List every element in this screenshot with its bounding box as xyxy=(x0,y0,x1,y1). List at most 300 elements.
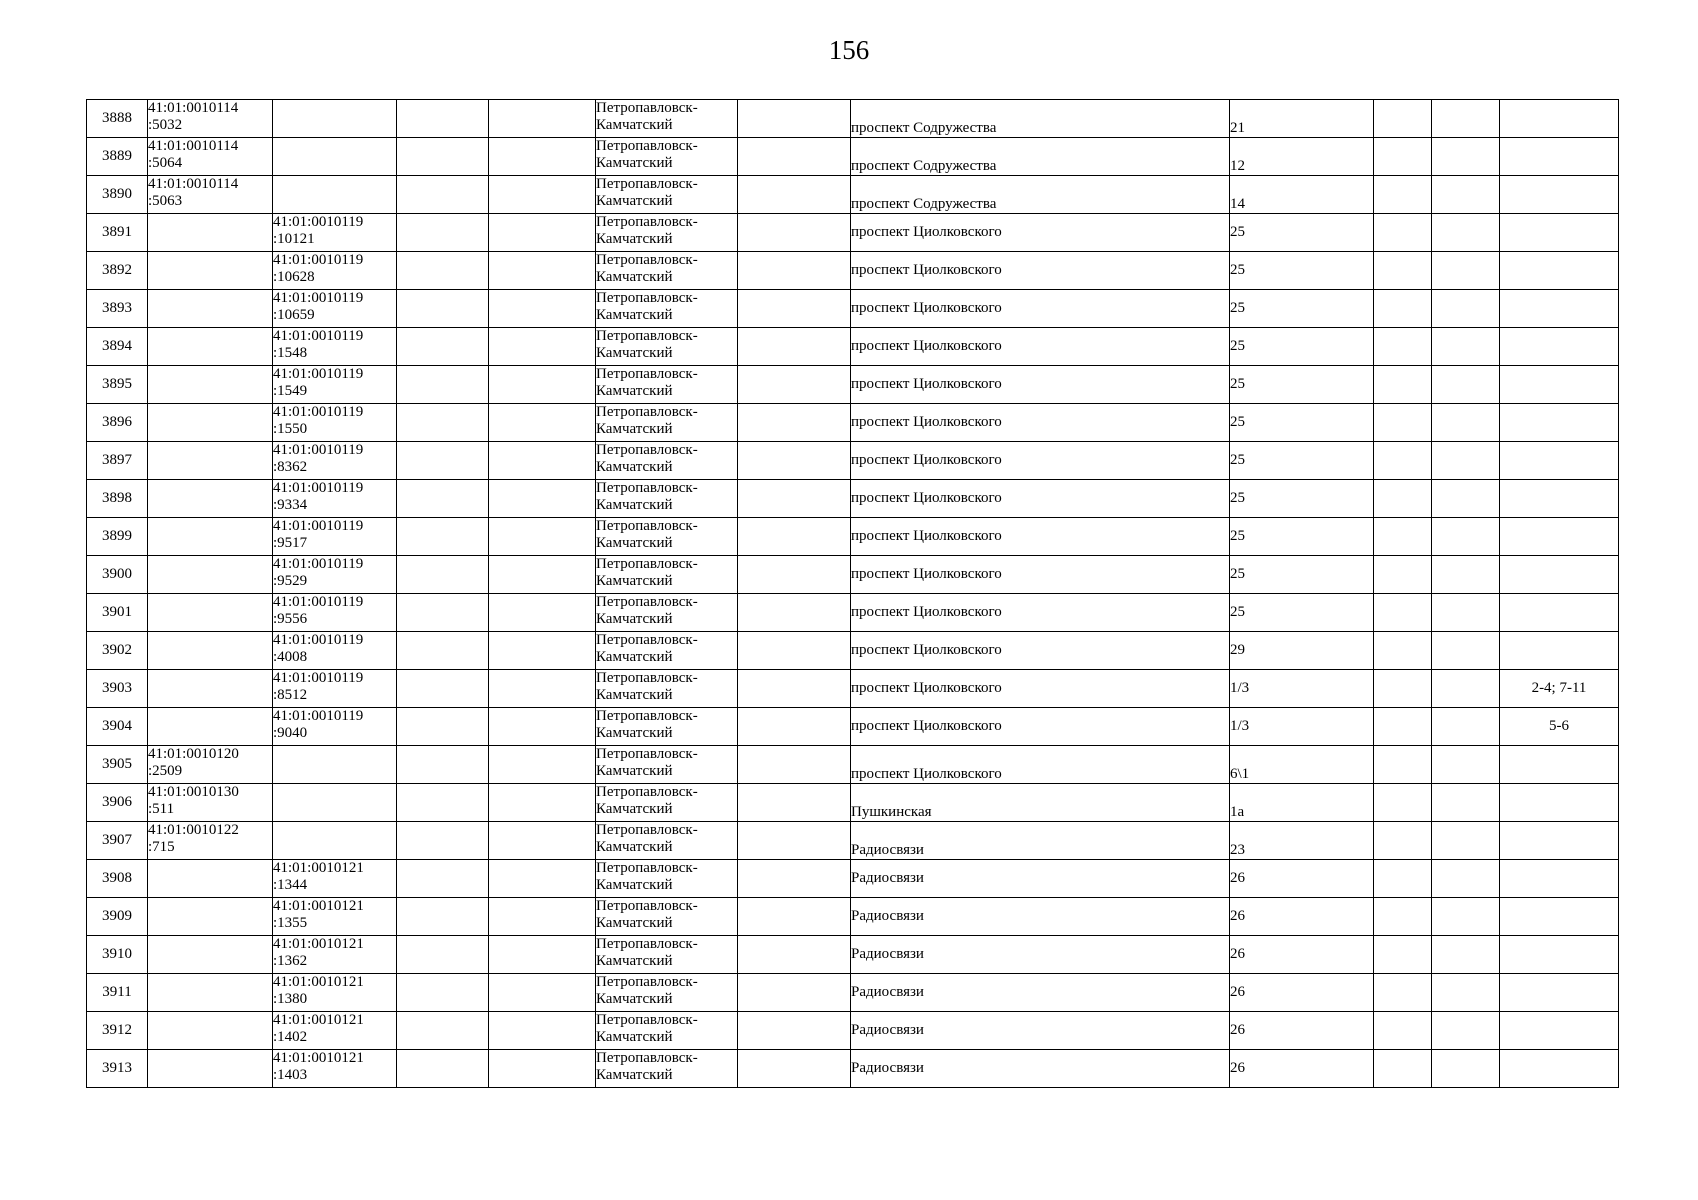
table-row xyxy=(87,328,1619,366)
empty-cell xyxy=(397,138,489,176)
empty-cell xyxy=(489,594,596,632)
row-number-cell: 3898 xyxy=(87,480,148,518)
rooms-cell xyxy=(1500,746,1619,784)
street-cell: Радиосвязи xyxy=(851,1050,1230,1088)
empty-cell xyxy=(489,1050,596,1088)
empty-cell xyxy=(489,746,596,784)
cadastral-room-cell: 41:01:0010121 :1355 xyxy=(273,898,397,936)
empty-cell xyxy=(397,518,489,556)
table-row xyxy=(87,632,1619,670)
row-number-cell: 3896 xyxy=(87,404,148,442)
table-row xyxy=(87,708,1619,746)
cadastral-building-cell: 41:01:0010120 :2509 xyxy=(148,746,273,784)
house-cell: 25 xyxy=(1230,404,1374,442)
city-cell: Петропавловск- Камчатский xyxy=(596,442,738,480)
empty-cell xyxy=(1432,594,1500,632)
empty-cell xyxy=(489,936,596,974)
empty-cell xyxy=(1374,290,1432,328)
table-row xyxy=(87,974,1619,1012)
house-cell: 25 xyxy=(1230,556,1374,594)
empty-cell xyxy=(489,290,596,328)
cadastral-building-cell xyxy=(148,898,273,936)
city-cell: Петропавловск- Камчатский xyxy=(596,822,738,860)
table-row xyxy=(87,898,1619,936)
rooms-cell xyxy=(1500,632,1619,670)
cadastral-room-cell: 41:01:0010121 :1344 xyxy=(273,860,397,898)
house-cell: 12 xyxy=(1230,138,1374,176)
empty-cell xyxy=(738,594,851,632)
empty-cell xyxy=(1432,822,1500,860)
table-row xyxy=(87,214,1619,252)
empty-cell xyxy=(489,138,596,176)
house-cell: 26 xyxy=(1230,1012,1374,1050)
table-row xyxy=(87,252,1619,290)
row-number-cell: 3905 xyxy=(87,746,148,784)
rooms-cell xyxy=(1500,138,1619,176)
empty-cell xyxy=(738,898,851,936)
house-cell: 25 xyxy=(1230,518,1374,556)
city-cell: Петропавловск- Камчатский xyxy=(596,214,738,252)
empty-cell xyxy=(489,632,596,670)
house-cell: 1а xyxy=(1230,784,1374,822)
cadastral-room-cell: 41:01:0010119 :8512 xyxy=(273,670,397,708)
house-cell: 1/3 xyxy=(1230,708,1374,746)
cadastral-building-cell xyxy=(148,670,273,708)
rooms-cell xyxy=(1500,974,1619,1012)
row-number-cell: 3900 xyxy=(87,556,148,594)
street-cell: проспект Циолковского xyxy=(851,214,1230,252)
house-cell: 6\1 xyxy=(1230,746,1374,784)
city-cell: Петропавловск- Камчатский xyxy=(596,1012,738,1050)
empty-cell xyxy=(738,252,851,290)
empty-cell xyxy=(1374,632,1432,670)
rooms-cell xyxy=(1500,328,1619,366)
city-cell: Петропавловск- Камчатский xyxy=(596,328,738,366)
rooms-cell xyxy=(1500,290,1619,328)
row-number-cell: 3907 xyxy=(87,822,148,860)
empty-cell xyxy=(1432,138,1500,176)
registry-table xyxy=(86,99,1619,1088)
table-row xyxy=(87,556,1619,594)
empty-cell xyxy=(397,632,489,670)
empty-cell xyxy=(1374,670,1432,708)
empty-cell xyxy=(738,936,851,974)
empty-cell xyxy=(1374,404,1432,442)
cadastral-room-cell xyxy=(273,100,397,138)
city-cell: Петропавловск- Камчатский xyxy=(596,138,738,176)
city-cell: Петропавловск- Камчатский xyxy=(596,518,738,556)
city-cell: Петропавловск- Камчатский xyxy=(596,480,738,518)
empty-cell xyxy=(1374,898,1432,936)
empty-cell xyxy=(738,670,851,708)
empty-cell xyxy=(397,822,489,860)
empty-cell xyxy=(397,936,489,974)
street-cell: Радиосвязи xyxy=(851,822,1230,860)
table-row xyxy=(87,138,1619,176)
street-cell: проспект Циолковского xyxy=(851,480,1230,518)
cadastral-building-cell xyxy=(148,480,273,518)
row-number-cell: 3904 xyxy=(87,708,148,746)
cadastral-room-cell: 41:01:0010119 :10659 xyxy=(273,290,397,328)
cadastral-building-cell xyxy=(148,860,273,898)
house-cell: 25 xyxy=(1230,594,1374,632)
city-cell: Петропавловск- Камчатский xyxy=(596,860,738,898)
house-cell: 26 xyxy=(1230,974,1374,1012)
table-row xyxy=(87,1050,1619,1088)
cadastral-building-cell xyxy=(148,1012,273,1050)
empty-cell xyxy=(489,214,596,252)
street-cell: проспект Циолковского xyxy=(851,404,1230,442)
house-cell: 25 xyxy=(1230,252,1374,290)
row-number-cell: 3891 xyxy=(87,214,148,252)
empty-cell xyxy=(489,366,596,404)
city-cell: Петропавловск- Камчатский xyxy=(596,746,738,784)
cadastral-building-cell: 41:01:0010122 :715 xyxy=(148,822,273,860)
empty-cell xyxy=(1432,746,1500,784)
rooms-cell xyxy=(1500,594,1619,632)
cadastral-building-cell xyxy=(148,442,273,480)
row-number-cell: 3889 xyxy=(87,138,148,176)
cadastral-room-cell xyxy=(273,822,397,860)
street-cell: проспект Циолковского xyxy=(851,556,1230,594)
empty-cell xyxy=(397,176,489,214)
street-cell: проспект Циолковского xyxy=(851,366,1230,404)
rooms-cell xyxy=(1500,176,1619,214)
cadastral-building-cell xyxy=(148,556,273,594)
empty-cell xyxy=(1432,404,1500,442)
empty-cell xyxy=(489,898,596,936)
row-number-cell: 3903 xyxy=(87,670,148,708)
empty-cell xyxy=(397,556,489,594)
table-row xyxy=(87,100,1619,138)
empty-cell xyxy=(489,480,596,518)
empty-cell xyxy=(1374,176,1432,214)
cadastral-room-cell: 41:01:0010119 :9517 xyxy=(273,518,397,556)
cadastral-building-cell: 41:01:0010114 :5063 xyxy=(148,176,273,214)
empty-cell xyxy=(1374,518,1432,556)
empty-cell xyxy=(738,708,851,746)
rooms-cell xyxy=(1500,518,1619,556)
street-cell: Радиосвязи xyxy=(851,1012,1230,1050)
city-cell: Петропавловск- Камчатский xyxy=(596,404,738,442)
street-cell: проспект Содружества xyxy=(851,100,1230,138)
cadastral-building-cell xyxy=(148,404,273,442)
cadastral-room-cell: 41:01:0010119 :1548 xyxy=(273,328,397,366)
empty-cell xyxy=(489,974,596,1012)
table-row xyxy=(87,176,1619,214)
empty-cell xyxy=(1374,822,1432,860)
house-cell: 25 xyxy=(1230,214,1374,252)
empty-cell xyxy=(1432,784,1500,822)
empty-cell xyxy=(397,670,489,708)
empty-cell xyxy=(1432,974,1500,1012)
street-cell: проспект Циолковского xyxy=(851,442,1230,480)
city-cell: Петропавловск- Камчатский xyxy=(596,100,738,138)
empty-cell xyxy=(397,746,489,784)
empty-cell xyxy=(1432,518,1500,556)
street-cell: Пушкинская xyxy=(851,784,1230,822)
house-cell: 25 xyxy=(1230,442,1374,480)
row-number-cell: 3909 xyxy=(87,898,148,936)
cadastral-room-cell: 41:01:0010119 :8362 xyxy=(273,442,397,480)
table-row xyxy=(87,670,1619,708)
city-cell: Петропавловск- Камчатский xyxy=(596,898,738,936)
empty-cell xyxy=(1374,480,1432,518)
table-body xyxy=(87,100,1619,1088)
city-cell: Петропавловск- Камчатский xyxy=(596,1050,738,1088)
city-cell: Петропавловск- Камчатский xyxy=(596,974,738,1012)
street-cell: проспект Циолковского xyxy=(851,518,1230,556)
house-cell: 1/3 xyxy=(1230,670,1374,708)
empty-cell xyxy=(738,366,851,404)
house-cell: 26 xyxy=(1230,860,1374,898)
empty-cell xyxy=(397,480,489,518)
table-row xyxy=(87,594,1619,632)
city-cell: Петропавловск- Камчатский xyxy=(596,670,738,708)
street-cell: Радиосвязи xyxy=(851,974,1230,1012)
rooms-cell xyxy=(1500,480,1619,518)
cadastral-building-cell xyxy=(148,594,273,632)
row-number-cell: 3913 xyxy=(87,1050,148,1088)
cadastral-room-cell: 41:01:0010121 :1362 xyxy=(273,936,397,974)
street-cell: проспект Содружества xyxy=(851,138,1230,176)
empty-cell xyxy=(738,404,851,442)
empty-cell xyxy=(1432,936,1500,974)
house-cell: 25 xyxy=(1230,328,1374,366)
empty-cell xyxy=(489,100,596,138)
empty-cell xyxy=(1432,480,1500,518)
empty-cell xyxy=(1374,594,1432,632)
row-number-cell: 3888 xyxy=(87,100,148,138)
cadastral-room-cell: 41:01:0010119 :10628 xyxy=(273,252,397,290)
cadastral-building-cell xyxy=(148,632,273,670)
city-cell: Петропавловск- Камчатский xyxy=(596,176,738,214)
row-number-cell: 3910 xyxy=(87,936,148,974)
row-number-cell: 3897 xyxy=(87,442,148,480)
empty-cell xyxy=(738,214,851,252)
empty-cell xyxy=(397,442,489,480)
street-cell: проспект Циолковского xyxy=(851,328,1230,366)
street-cell: проспект Содружества xyxy=(851,176,1230,214)
empty-cell xyxy=(1432,252,1500,290)
city-cell: Петропавловск- Камчатский xyxy=(596,594,738,632)
empty-cell xyxy=(1432,708,1500,746)
rooms-cell xyxy=(1500,822,1619,860)
rooms-cell xyxy=(1500,252,1619,290)
rooms-cell xyxy=(1500,442,1619,480)
table-row xyxy=(87,822,1619,860)
empty-cell xyxy=(489,708,596,746)
house-cell: 14 xyxy=(1230,176,1374,214)
empty-cell xyxy=(738,1012,851,1050)
empty-cell xyxy=(397,860,489,898)
table-row xyxy=(87,404,1619,442)
house-cell: 26 xyxy=(1230,936,1374,974)
empty-cell xyxy=(1432,442,1500,480)
empty-cell xyxy=(489,252,596,290)
city-cell: Петропавловск- Камчатский xyxy=(596,784,738,822)
cadastral-building-cell xyxy=(148,252,273,290)
city-cell: Петропавловск- Камчатский xyxy=(596,708,738,746)
empty-cell xyxy=(1432,860,1500,898)
rooms-cell xyxy=(1500,556,1619,594)
empty-cell xyxy=(738,556,851,594)
city-cell: Петропавловск- Камчатский xyxy=(596,366,738,404)
empty-cell xyxy=(1374,214,1432,252)
empty-cell xyxy=(1432,366,1500,404)
empty-cell xyxy=(738,860,851,898)
street-cell: проспект Циолковского xyxy=(851,632,1230,670)
rooms-cell xyxy=(1500,1050,1619,1088)
cadastral-room-cell: 41:01:0010119 :1549 xyxy=(273,366,397,404)
empty-cell xyxy=(489,556,596,594)
cadastral-room-cell: 41:01:0010121 :1380 xyxy=(273,974,397,1012)
empty-cell xyxy=(738,290,851,328)
table-row xyxy=(87,442,1619,480)
empty-cell xyxy=(489,404,596,442)
rooms-cell xyxy=(1500,936,1619,974)
cadastral-room-cell xyxy=(273,784,397,822)
table-row xyxy=(87,784,1619,822)
cadastral-building-cell: 41:01:0010114 :5064 xyxy=(148,138,273,176)
table-row xyxy=(87,746,1619,784)
city-cell: Петропавловск- Камчатский xyxy=(596,252,738,290)
empty-cell xyxy=(489,860,596,898)
empty-cell xyxy=(1374,366,1432,404)
empty-cell xyxy=(1432,290,1500,328)
empty-cell xyxy=(1374,100,1432,138)
cadastral-room-cell xyxy=(273,746,397,784)
empty-cell xyxy=(738,974,851,1012)
cadastral-building-cell xyxy=(148,366,273,404)
street-cell: проспект Циолковского xyxy=(851,594,1230,632)
row-number-cell: 3902 xyxy=(87,632,148,670)
page-number: 156 xyxy=(828,35,870,65)
empty-cell xyxy=(738,442,851,480)
empty-cell xyxy=(397,708,489,746)
empty-cell xyxy=(397,594,489,632)
cadastral-room-cell: 41:01:0010119 :9334 xyxy=(273,480,397,518)
cadastral-room-cell: 41:01:0010119 :1550 xyxy=(273,404,397,442)
cadastral-room-cell: 41:01:0010119 :9556 xyxy=(273,594,397,632)
cadastral-room-cell: 41:01:0010119 :4008 xyxy=(273,632,397,670)
empty-cell xyxy=(1374,138,1432,176)
row-number-cell: 3912 xyxy=(87,1012,148,1050)
row-number-cell: 3894 xyxy=(87,328,148,366)
empty-cell xyxy=(1374,556,1432,594)
rooms-cell xyxy=(1500,1012,1619,1050)
street-cell: проспект Циолковского xyxy=(851,708,1230,746)
empty-cell xyxy=(397,974,489,1012)
cadastral-building-cell: 41:01:0010130 :511 xyxy=(148,784,273,822)
empty-cell xyxy=(1432,100,1500,138)
house-cell: 29 xyxy=(1230,632,1374,670)
empty-cell xyxy=(1432,214,1500,252)
empty-cell xyxy=(1374,936,1432,974)
row-number-cell: 3895 xyxy=(87,366,148,404)
house-cell: 26 xyxy=(1230,898,1374,936)
empty-cell xyxy=(1374,708,1432,746)
row-number-cell: 3906 xyxy=(87,784,148,822)
empty-cell xyxy=(738,632,851,670)
empty-cell xyxy=(397,898,489,936)
house-cell: 26 xyxy=(1230,1050,1374,1088)
empty-cell xyxy=(1432,176,1500,214)
street-cell: Радиосвязи xyxy=(851,898,1230,936)
cadastral-room-cell: 41:01:0010119 :10121 xyxy=(273,214,397,252)
empty-cell xyxy=(397,1012,489,1050)
rooms-cell xyxy=(1500,214,1619,252)
empty-cell xyxy=(1432,670,1500,708)
cadastral-building-cell xyxy=(148,518,273,556)
empty-cell xyxy=(397,100,489,138)
rooms-cell xyxy=(1500,784,1619,822)
empty-cell xyxy=(738,518,851,556)
cadastral-building-cell xyxy=(148,974,273,1012)
empty-cell xyxy=(1374,746,1432,784)
empty-cell xyxy=(1374,1012,1432,1050)
cadastral-room-cell: 41:01:0010119 :9529 xyxy=(273,556,397,594)
empty-cell xyxy=(489,328,596,366)
city-cell: Петропавловск- Камчатский xyxy=(596,556,738,594)
empty-cell xyxy=(489,442,596,480)
empty-cell xyxy=(1374,974,1432,1012)
cadastral-room-cell xyxy=(273,138,397,176)
empty-cell xyxy=(1374,252,1432,290)
empty-cell xyxy=(738,784,851,822)
empty-cell xyxy=(397,214,489,252)
cadastral-building-cell xyxy=(148,290,273,328)
empty-cell xyxy=(1432,328,1500,366)
cadastral-building-cell xyxy=(148,214,273,252)
empty-cell xyxy=(738,100,851,138)
cadastral-building-cell xyxy=(148,936,273,974)
empty-cell xyxy=(738,176,851,214)
street-cell: Радиосвязи xyxy=(851,860,1230,898)
cadastral-room-cell: 41:01:0010119 :9040 xyxy=(273,708,397,746)
rooms-cell: 2-4; 7-11 xyxy=(1500,670,1619,708)
rooms-cell xyxy=(1500,404,1619,442)
empty-cell xyxy=(738,328,851,366)
empty-cell xyxy=(738,480,851,518)
empty-cell xyxy=(738,138,851,176)
empty-cell xyxy=(489,176,596,214)
empty-cell xyxy=(1374,328,1432,366)
cadastral-building-cell: 41:01:0010114 :5032 xyxy=(148,100,273,138)
cadastral-building-cell xyxy=(148,328,273,366)
empty-cell xyxy=(1374,784,1432,822)
empty-cell xyxy=(397,328,489,366)
cadastral-room-cell: 41:01:0010121 :1402 xyxy=(273,1012,397,1050)
rooms-cell xyxy=(1500,860,1619,898)
empty-cell xyxy=(397,366,489,404)
house-cell: 25 xyxy=(1230,290,1374,328)
house-cell: 21 xyxy=(1230,100,1374,138)
empty-cell xyxy=(1432,632,1500,670)
empty-cell xyxy=(397,404,489,442)
cadastral-building-cell xyxy=(148,708,273,746)
rooms-cell xyxy=(1500,898,1619,936)
house-cell: 25 xyxy=(1230,480,1374,518)
empty-cell xyxy=(489,1012,596,1050)
table-row xyxy=(87,366,1619,404)
cadastral-room-cell: 41:01:0010121 :1403 xyxy=(273,1050,397,1088)
city-cell: Петропавловск- Камчатский xyxy=(596,632,738,670)
empty-cell xyxy=(738,822,851,860)
empty-cell xyxy=(489,784,596,822)
empty-cell xyxy=(397,784,489,822)
street-cell: проспект Циолковского xyxy=(851,746,1230,784)
